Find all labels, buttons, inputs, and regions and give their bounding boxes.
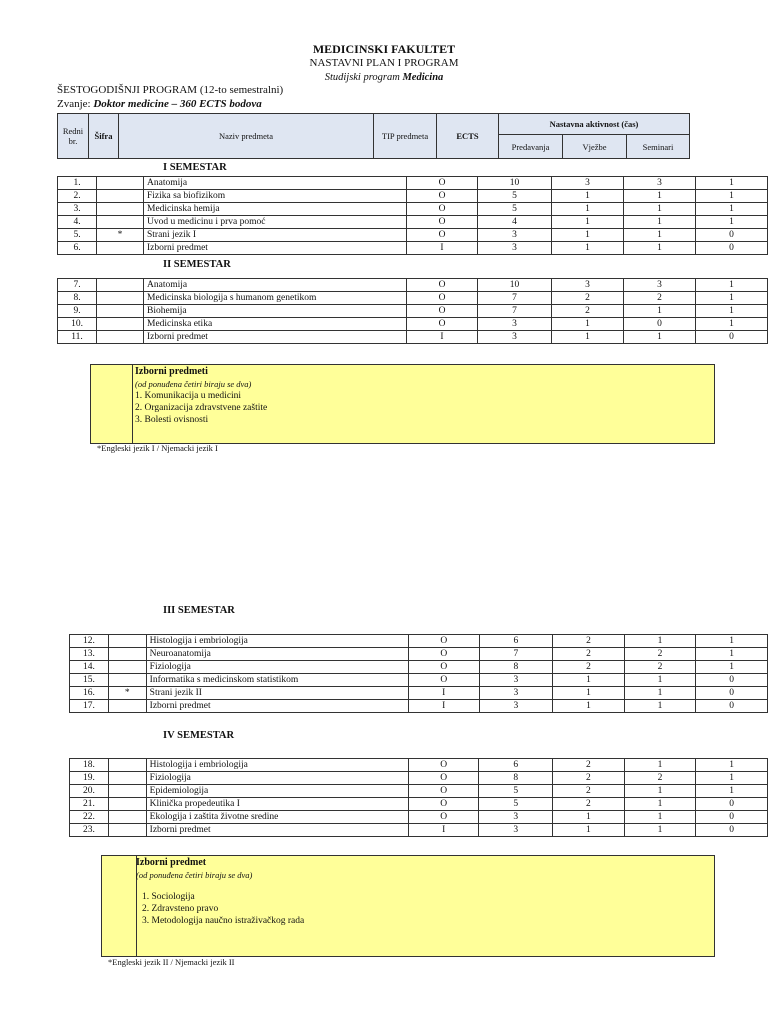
row-code: * [108, 687, 146, 700]
table-row [58, 305, 768, 318]
row-number: 16. [70, 687, 109, 700]
row-seminars: 1 [696, 203, 768, 216]
row-code [97, 292, 144, 305]
row-number: 4. [58, 216, 97, 229]
row-lectures: 1 [552, 331, 624, 344]
semester-1-label: I SEMESTAR [163, 162, 227, 173]
row-exercises: 1 [624, 331, 696, 344]
row-number: 18. [70, 759, 109, 772]
row-code [108, 824, 146, 837]
row-seminars: 1 [696, 177, 768, 190]
row-subject: Izborni predmet [146, 824, 408, 837]
row-type: I [408, 824, 479, 837]
degree-name: Doktor medicine [93, 98, 169, 110]
row-type: O [408, 648, 479, 661]
row-seminars: 1 [696, 216, 768, 229]
row-exercises: 1 [624, 759, 696, 772]
semester-4-table [69, 758, 768, 837]
row-subject: Fiziologija [146, 661, 408, 674]
row-ects: 6 [479, 759, 553, 772]
row-ects: 3 [479, 687, 553, 700]
study-prefix: Studijski program [324, 72, 403, 83]
header-vjezbe: Vježbe [563, 135, 627, 159]
row-subject: Medicinska etika [144, 318, 407, 331]
row-subject: Biohemija [144, 305, 407, 318]
row-subject: Histologija i embriologija [146, 759, 408, 772]
row-lectures: 1 [553, 824, 625, 837]
row-code [108, 648, 146, 661]
row-exercises: 1 [624, 203, 696, 216]
row-exercises: 1 [624, 824, 696, 837]
row-ects: 5 [478, 190, 552, 203]
row-code [97, 279, 144, 292]
row-exercises: 1 [624, 811, 696, 824]
row-ects: 3 [479, 811, 553, 824]
elective-2-item: 2. Zdravsteno pravo [142, 904, 219, 914]
row-seminars: 0 [696, 811, 768, 824]
row-number: 15. [70, 674, 109, 687]
row-code [97, 190, 144, 203]
table-row [70, 687, 768, 700]
table-row [70, 635, 768, 648]
table-row [70, 661, 768, 674]
row-lectures: 2 [553, 798, 625, 811]
row-type: O [407, 177, 478, 190]
semester-1-table [57, 176, 768, 255]
row-ects: 5 [479, 785, 553, 798]
row-seminars: 1 [696, 279, 768, 292]
degree-title [57, 98, 262, 110]
row-exercises: 1 [624, 674, 696, 687]
row-seminars: 1 [696, 190, 768, 203]
row-seminars: 0 [696, 674, 768, 687]
row-number: 10. [58, 318, 97, 331]
row-subject: Medicinska hemija [144, 203, 407, 216]
row-subject: Izborni predmet [144, 331, 407, 344]
degree-suffix: – 360 ECTS bodova [168, 98, 262, 110]
table-row [70, 700, 768, 713]
row-seminars: 1 [696, 635, 768, 648]
plan-title: NASTAVNI PLAN I PROGRAM [309, 57, 459, 69]
row-subject: Strani jezik I [144, 229, 407, 242]
table-row [70, 772, 768, 785]
row-lectures: 1 [552, 216, 624, 229]
row-lectures: 1 [552, 203, 624, 216]
row-type: O [407, 292, 478, 305]
row-type: I [408, 700, 479, 713]
row-ects: 3 [478, 242, 552, 255]
row-lectures: 1 [552, 229, 624, 242]
row-number: 9. [58, 305, 97, 318]
row-lectures: 1 [553, 687, 625, 700]
row-lectures: 2 [553, 661, 625, 674]
row-exercises: 2 [624, 292, 696, 305]
row-type: I [407, 242, 478, 255]
row-number: 2. [58, 190, 97, 203]
row-exercises: 2 [624, 648, 696, 661]
row-seminars: 1 [696, 785, 768, 798]
elective-2-note: (od ponuđena četiri biraju se dva) [136, 870, 253, 880]
row-seminars: 0 [696, 687, 768, 700]
row-ects: 10 [478, 177, 552, 190]
elective-1-item: 1. Komunikacija u medicini [135, 391, 242, 401]
table-row [58, 229, 768, 242]
row-number: 1. [58, 177, 97, 190]
row-ects: 3 [479, 674, 553, 687]
row-subject: Strani jezik II [146, 687, 408, 700]
row-type: O [408, 635, 479, 648]
row-code [97, 318, 144, 331]
row-number: 21. [70, 798, 109, 811]
row-subject: Histologija i embriologija [146, 635, 408, 648]
table-row [70, 798, 768, 811]
row-seminars: 1 [696, 772, 768, 785]
elective-box-1 [90, 364, 715, 444]
header-predavanja: Predavanja [499, 135, 563, 159]
row-subject: Izborni predmet [146, 700, 408, 713]
row-subject: Fiziologija [146, 772, 408, 785]
row-code [97, 177, 144, 190]
table-row [58, 216, 768, 229]
row-code [108, 674, 146, 687]
row-exercises: 1 [624, 785, 696, 798]
row-exercises: 2 [624, 661, 696, 674]
row-type: O [407, 216, 478, 229]
row-seminars: 1 [696, 292, 768, 305]
footnote-2: *Engleski jezik II / Njemacki jezik II [108, 957, 235, 967]
table-row [70, 824, 768, 837]
elective-2-title: Izborni predmet [136, 857, 207, 868]
row-type: O [408, 661, 479, 674]
row-code [108, 700, 146, 713]
row-type: O [407, 279, 478, 292]
table-row [70, 759, 768, 772]
row-ects: 10 [478, 279, 552, 292]
row-ects: 4 [478, 216, 552, 229]
row-exercises: 0 [624, 318, 696, 331]
row-seminars: 1 [696, 661, 768, 674]
row-seminars: 0 [696, 229, 768, 242]
semester-2-label: II SEMESTAR [163, 259, 231, 270]
row-code [97, 331, 144, 344]
row-exercises: 1 [624, 242, 696, 255]
table-row [58, 331, 768, 344]
row-code [97, 242, 144, 255]
row-exercises: 1 [624, 229, 696, 242]
header-ects: ECTS [437, 114, 499, 159]
row-lectures: 2 [552, 305, 624, 318]
row-code: * [97, 229, 144, 242]
row-code [97, 216, 144, 229]
row-ects: 3 [479, 824, 553, 837]
row-number: 20. [70, 785, 109, 798]
study-program [0, 72, 768, 83]
row-lectures: 2 [553, 648, 625, 661]
row-type: O [408, 798, 479, 811]
row-ects: 5 [478, 203, 552, 216]
elective-1-title: Izborni predmeti [135, 366, 208, 377]
row-code [97, 305, 144, 318]
program-duration: ŠESTOGODIŠNJI PROGRAM (12-to semestralni) [57, 84, 284, 96]
row-exercises: 1 [624, 216, 696, 229]
row-ects: 3 [478, 229, 552, 242]
study-name: Medicina [402, 72, 444, 83]
row-subject: Anatomija [144, 279, 407, 292]
table-row [70, 785, 768, 798]
row-number: 19. [70, 772, 109, 785]
row-code [108, 811, 146, 824]
row-code [108, 772, 146, 785]
row-lectures: 3 [552, 279, 624, 292]
row-lectures: 2 [552, 292, 624, 305]
table-row [58, 190, 768, 203]
row-lectures: 3 [552, 177, 624, 190]
row-type: O [408, 674, 479, 687]
table-row [58, 177, 768, 190]
elective-box-1-side [91, 365, 133, 443]
row-number: 14. [70, 661, 109, 674]
row-type: I [407, 331, 478, 344]
row-lectures: 2 [553, 635, 625, 648]
row-type: O [408, 785, 479, 798]
row-number: 11. [58, 331, 97, 344]
row-seminars: 0 [696, 700, 768, 713]
row-code [108, 798, 146, 811]
row-number: 6. [58, 242, 97, 255]
row-type: O [407, 229, 478, 242]
row-seminars: 0 [696, 242, 768, 255]
row-ects: 7 [479, 648, 553, 661]
table-row [70, 674, 768, 687]
row-subject: Klinička propedeutika I [146, 798, 408, 811]
row-lectures: 1 [553, 674, 625, 687]
row-number: 22. [70, 811, 109, 824]
degree-prefix: Zvanje: [57, 98, 94, 110]
row-ects: 5 [479, 798, 553, 811]
row-lectures: 1 [553, 811, 625, 824]
row-ects: 6 [479, 635, 553, 648]
row-number: 23. [70, 824, 109, 837]
row-type: O [407, 305, 478, 318]
row-seminars: 1 [696, 648, 768, 661]
header-sifra: Šifra [89, 114, 119, 159]
row-seminars: 0 [696, 331, 768, 344]
elective-1-item: 3. Bolesti ovisnosti [135, 415, 209, 425]
row-type: O [407, 203, 478, 216]
row-exercises: 2 [624, 772, 696, 785]
table-row [58, 318, 768, 331]
row-ects: 8 [479, 661, 553, 674]
row-exercises: 1 [624, 635, 696, 648]
row-exercises: 3 [624, 279, 696, 292]
table-row [58, 279, 768, 292]
row-subject: Informatika s medicinskom statistikom [146, 674, 408, 687]
elective-1-item: 2. Organizacija zdravstvene zaštite [135, 403, 268, 413]
semester-2-table [57, 278, 768, 344]
row-number: 3. [58, 203, 97, 216]
row-lectures: 2 [553, 772, 625, 785]
elective-box-2-content [136, 857, 304, 927]
row-ects: 3 [478, 331, 552, 344]
row-lectures: 1 [552, 190, 624, 203]
row-type: O [407, 318, 478, 331]
semester-3-label: III SEMESTAR [163, 605, 235, 616]
row-exercises: 1 [624, 190, 696, 203]
row-subject: Neuroanatomija [146, 648, 408, 661]
row-subject: Uvod u medicinu i prva pomoć [144, 216, 407, 229]
row-code [108, 759, 146, 772]
row-subject: Fizika sa biofizikom [144, 190, 407, 203]
row-seminars: 1 [696, 305, 768, 318]
row-code [97, 203, 144, 216]
row-type: I [408, 687, 479, 700]
elective-box-2-side [102, 856, 137, 956]
row-number: 13. [70, 648, 109, 661]
row-ects: 7 [478, 292, 552, 305]
row-exercises: 1 [624, 798, 696, 811]
elective-box-2 [101, 855, 715, 957]
row-subject: Epidemiologija [146, 785, 408, 798]
row-ects: 3 [479, 700, 553, 713]
row-number: 12. [70, 635, 109, 648]
row-subject: Anatomija [144, 177, 407, 190]
table-row [70, 811, 768, 824]
row-ects: 3 [478, 318, 552, 331]
row-number: 7. [58, 279, 97, 292]
table-row [70, 648, 768, 661]
row-seminars: 0 [696, 798, 768, 811]
row-exercises: 1 [624, 305, 696, 318]
row-type: O [407, 190, 478, 203]
row-ects: 8 [479, 772, 553, 785]
row-type: O [408, 811, 479, 824]
row-number: 17. [70, 700, 109, 713]
row-code [108, 635, 146, 648]
elective-box-1-content [135, 366, 267, 426]
faculty-title: MEDICINSKI FAKULTET [312, 42, 456, 56]
row-code [108, 785, 146, 798]
row-type: O [408, 759, 479, 772]
row-exercises: 1 [624, 700, 696, 713]
row-type: O [408, 772, 479, 785]
elective-2-item: 3. Metodologija naučno istraživačkog rada [142, 916, 305, 926]
row-ects: 7 [478, 305, 552, 318]
table-header [57, 113, 690, 159]
elective-2-item: 1. Sociologija [142, 892, 195, 902]
row-seminars: 1 [696, 759, 768, 772]
row-number: 8. [58, 292, 97, 305]
row-exercises: 3 [624, 177, 696, 190]
row-subject: Ekologija i zaštita životne sredine [146, 811, 408, 824]
semester-3-table [69, 634, 768, 713]
row-lectures: 2 [553, 785, 625, 798]
header-tip: TIP predmeta [374, 114, 437, 159]
elective-1-note: (od ponuđena četiri biraju se dva) [135, 379, 252, 389]
header-aktivnost: Nastavna aktivnost (čas) [499, 114, 690, 135]
table-row [58, 242, 768, 255]
table-row [58, 292, 768, 305]
row-lectures: 1 [552, 318, 624, 331]
row-subject: Izborni predmet [144, 242, 407, 255]
table-row [58, 203, 768, 216]
row-lectures: 1 [552, 242, 624, 255]
header-seminari: Seminari [627, 135, 690, 159]
row-code [108, 661, 146, 674]
header-naziv: Naziv predmeta [119, 114, 374, 159]
row-seminars: 1 [696, 318, 768, 331]
row-exercises: 1 [624, 687, 696, 700]
semester-4-label: IV SEMESTAR [163, 730, 235, 741]
header-redni: Redni br. [58, 114, 89, 159]
footnote-1: *Engleski jezik I / Njemacki jezik I [97, 443, 218, 453]
row-subject: Medicinska biologija s humanom genetikom [144, 292, 407, 305]
row-lectures: 1 [553, 700, 625, 713]
row-number: 5. [58, 229, 97, 242]
row-seminars: 0 [696, 824, 768, 837]
row-lectures: 2 [553, 759, 625, 772]
